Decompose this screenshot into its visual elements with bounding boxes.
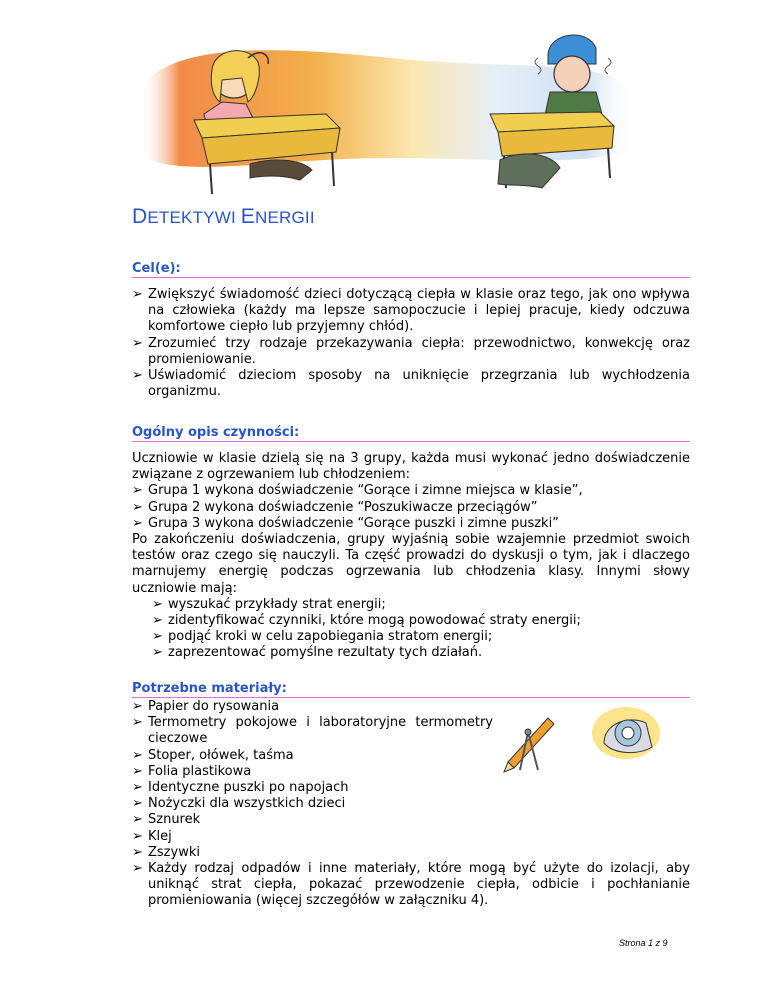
goals-list — [132, 287, 690, 400]
bullet-arrow-icon: ➢ — [152, 596, 163, 612]
material-item: ➢ Zszywki — [132, 844, 200, 860]
bullet-arrow-icon: ➢ — [152, 613, 163, 629]
material-item: ➢ Nożyczki dla wszystkich dzieci — [132, 796, 346, 812]
tasks-list — [132, 597, 690, 662]
bullet-arrow-icon: ➢ — [132, 483, 143, 499]
material-item: ➢ Identyczne puszki po napojach — [132, 780, 349, 796]
goal-item: ➢ Zrozumieć trzy rodzaje przekazywania ciepła: przewodnictwo, konwekcję oraz promieniowanie. — [132, 335, 690, 367]
goal-item: ➢ Uświadomić dzieciom sposoby na uniknięcie przegrzania lub wychłodzenia organizmu. — [132, 368, 690, 400]
material-item: ➢ Sznurek — [132, 812, 201, 828]
banner-illustration — [130, 18, 642, 196]
material-item: ➢ Folia plastikowa — [132, 763, 252, 779]
goal-item: ➢ Zwiększyć świadomość dzieci dotyczącą ciepła w klasie oraz tego, jak ono wpływa na człowieka (każdy ma lepsze samopoczucie i lepiej pracuje, kiedy odczuwa komfortowe ciepło lub przyjemny chłód). — [132, 287, 690, 335]
title-part-2: NERGII — [255, 208, 315, 227]
bullet-arrow-icon: ➢ — [132, 368, 143, 384]
bullet-arrow-icon: ➢ — [132, 287, 143, 302]
title-initial-2: E — [240, 205, 256, 228]
task-item: ➢ zidentyfikować czynniki, które mogą powodować straty energii; — [152, 613, 581, 629]
bullet-arrow-icon: ➢ — [132, 861, 143, 877]
document-title — [132, 205, 315, 229]
bullet-arrow-icon: ➢ — [132, 747, 143, 763]
title-part: ETEKTYWI — [147, 208, 241, 227]
task-item: ➢ wyszukać przykłady strat energii; — [152, 596, 386, 612]
group-item: ➢ Grupa 3 wykona doświadczenie “Gorące puszki i zimne puszki” — [132, 515, 559, 531]
materials-heading: Potrzebne materiały: — [132, 681, 690, 698]
task-item: ➢ zaprezentować pomyślne rezultaty tych działań. — [152, 645, 483, 661]
bullet-arrow-icon: ➢ — [132, 812, 143, 828]
overview-after: Po zakończeniu doświadczenia, grupy wyjaśnią sobie wzajemnie przedmiot swoich testów oraz czego się nauczyli. Ta część prowadzi do dyskusji o tym, jak i dlaczego marnujemy energię podczas ogrzewania lub chłodzenia klasy. Innymi słowy uczniowie mają: — [132, 532, 690, 596]
pencil-compass-icon — [498, 712, 560, 774]
bullet-arrow-icon: ➢ — [132, 715, 143, 731]
overview-intro: Uczniowie w klasie dzielą się na 3 grupy, każda musi wykonać jedno doświadczenie związane z ogrzewaniem lub chłodzeniem: — [132, 451, 690, 483]
goals-heading: Cel(e): — [132, 261, 690, 278]
group-item: ➢ Grupa 1 wykona doświadczenie “Gorące i zimne miejsca w klasie”, — [132, 483, 583, 499]
page-number: Strona 1 z 9 — [619, 938, 668, 948]
bullet-arrow-icon: ➢ — [132, 699, 143, 714]
title-initial: D — [132, 205, 148, 228]
bullet-arrow-icon: ➢ — [132, 499, 143, 515]
material-item: ➢ Stoper, ołówek, taśma — [132, 747, 294, 763]
goals-section — [132, 261, 690, 400]
bullet-arrow-icon: ➢ — [132, 844, 143, 860]
material-item: ➢ Każdy rodzaj odpadów i inne materiały, które mogą być użyte do izolacji, aby uniknąć strat ciepła, pokazać przewodzenie ciepła, odbicie i pochłanianie promieniowania (więcej szczegółów w załączniku 4). — [132, 861, 690, 909]
bullet-arrow-icon: ➢ — [132, 763, 143, 779]
bullet-arrow-icon: ➢ — [132, 796, 143, 812]
material-item: ➢ Termometry pokojowe i laboratoryjne termometry cieczowe — [132, 715, 493, 747]
groups-list — [132, 483, 690, 532]
task-item: ➢ podjąć kroki w celu zapobiegania stratom energii; — [152, 629, 493, 645]
overview-heading: Ogólny opis czynności: — [132, 425, 690, 442]
bullet-arrow-icon: ➢ — [132, 515, 143, 531]
overview-section — [132, 425, 690, 662]
bullet-arrow-icon: ➢ — [152, 645, 163, 661]
bullet-arrow-icon: ➢ — [132, 828, 143, 844]
group-item: ➢ Grupa 2 wykona doświadczenie “Poszukiwacze przeciągów” — [132, 499, 538, 515]
bullet-arrow-icon: ➢ — [132, 335, 143, 351]
material-item: ➢ Papier do rysowania — [132, 699, 280, 714]
bullet-arrow-icon: ➢ — [152, 629, 163, 645]
tape-dispenser-icon — [590, 703, 662, 761]
bullet-arrow-icon: ➢ — [132, 780, 143, 796]
material-item: ➢ Klej — [132, 828, 172, 844]
